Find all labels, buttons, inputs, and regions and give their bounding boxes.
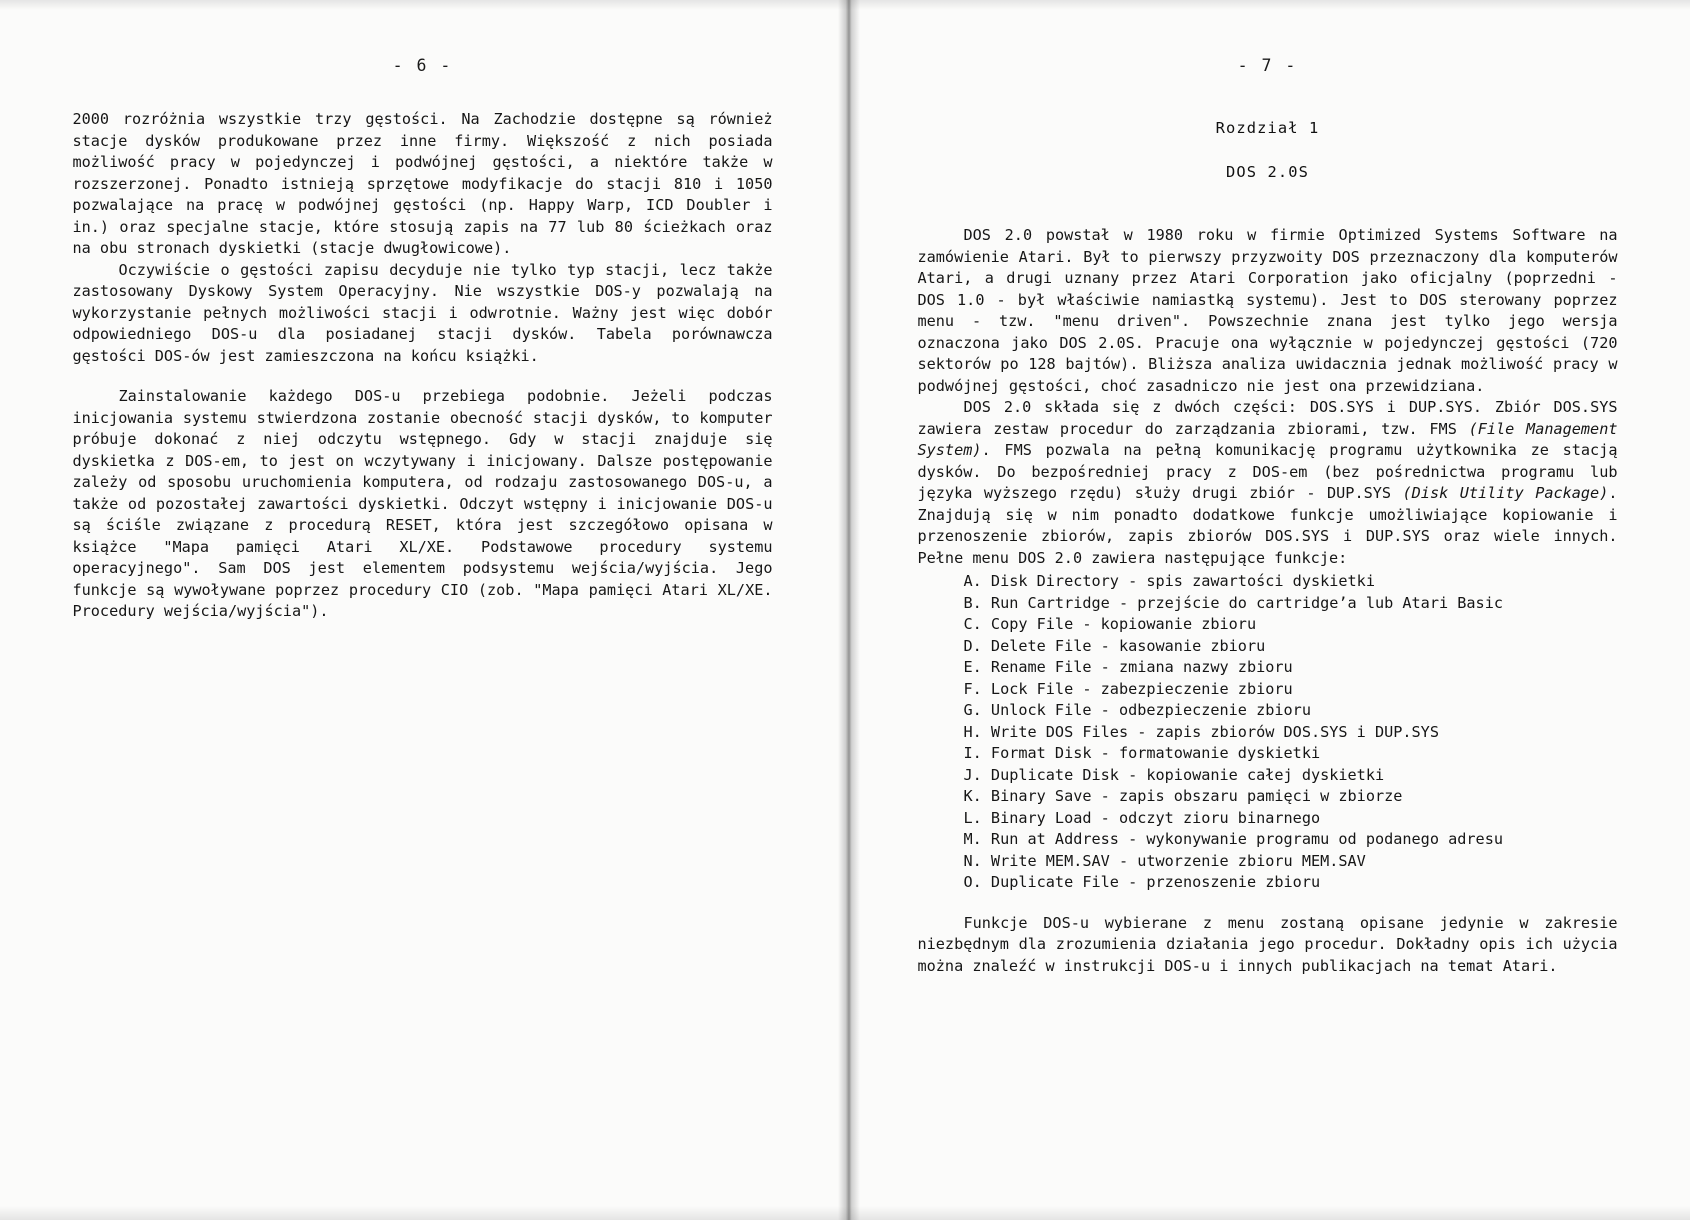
left-page-folio: - 6 - xyxy=(392,56,453,75)
italic-term-fms: (File Management System) xyxy=(917,419,1618,459)
list-item: K. Binary Save - zapis obszaru pamięci w zbiorze xyxy=(963,787,1403,805)
text-segment: DOS 2.0 składa się z dwóch części: DOS.SYS i DUP.SYS. Zbiór DOS.SYS zawiera zestaw procedur do zarządzania zbiorami, tzw. FMS xyxy=(917,398,1618,438)
right-page-folio: - 7 - xyxy=(1237,56,1298,75)
list-item: J. Duplicate Disk - kopiowanie całej dyskietki xyxy=(963,765,1385,784)
list-item: M. Run at Address - wykonywanie programu od podanego adresu xyxy=(963,830,1503,848)
dos-menu-function-list xyxy=(918,571,1618,894)
right-page xyxy=(845,0,1690,1220)
list-item: D. Delete File - kasowanie zbioru xyxy=(963,636,1266,655)
text-segment: . Znajdują się w nim ponadto dodatkowe funkcje umożliwiające kopiowanie i przenoszenie zbiorów, zapis zbiorów DOS.SYS i DUP.SYS oraz wiele innych. Pełne menu DOS 2.0 zawiera następujące funkcje: xyxy=(917,484,1618,567)
italic-term-dup: (Disk Utility Package) xyxy=(1402,484,1609,502)
paragraph: DOS 2.0 powstał w 1980 roku w firmie Optimized Systems Software na zamówienie Atari. Był to pierwszy przyzwoity DOS przeznaczony dla komputerów Atari, a drugi uznany przez Atari Corporation jako oficjalny (poprzedni - DOS 1.0 - był właściwie namiastką systemu). Jest to DOS sterowany poprzez menu - tzw. "menu driven". Powszechnie znana jest tylko jego wersja oznaczona jako DOS 2.0S. Pracuje ona wyłącznie w pojedynczej gęstości (720 sektorów po 128 bajtów). Bliższa analiza uwidacznia jednak możliwość pracy w podwójnej gęstości, choć zasadniczo nie jest ona przewidziana. xyxy=(917,226,1618,395)
list-item: E. Rename File - zmiana nazwy zbioru xyxy=(963,658,1293,676)
list-item: N. Write MEM.SAV - utworzenie zbioru MEM.SAV xyxy=(963,851,1366,870)
list-item: A. Disk Directory - spis zawartości dyskietki xyxy=(963,572,1375,590)
chapter-label: Rozdział 1 xyxy=(1215,119,1320,137)
list-item: L. Binary Load - odczyt zioru binarnego xyxy=(963,808,1321,827)
list-item: O. Duplicate File - przenoszenie zbioru xyxy=(963,873,1321,891)
paragraph: Oczywiście o gęstości zapisu decyduje nie tylko typ stacji, lecz także zastosowany Dyskowy System Operacyjny. Nie wszystkie DOS-y pozwalają na wykorzystanie pełnych możliwości stacji i odwrotnie. Ważny jest więc dobór odpowiedniego DOS-u dla posiadanej stacji dysków. Tabela porównawcza gęstości DOS-ów jest zamieszczona na końcu książki. xyxy=(72,260,773,365)
paragraph: Funkcje DOS-u wybierane z menu zostaną opisane jedynie w zakresie niezbędnym dla zrozumienia działania jego procedur. Dokładny opis ich użycia można znaleźć w instrukcji DOS-u i innych publikacjach na temat Atari. xyxy=(917,913,1618,975)
list-item: G. Unlock File - odbezpieczenie zbioru xyxy=(963,701,1311,719)
paragraph: Zainstalowanie każdego DOS-u przebiega podobnie. Jeżeli podczas inicjowania systemu stwierdzona zostanie obecność stacji dysków, to komputer próbuje dokonać z niej odczytu wstępnego. Gdy w stacji znajduje się dyskietka z DOS-em, to jest on wczytywany i inicjowany. Dalsze postępowanie zależy od sposobu uruchomienia komputera, od rodzaju zastosowanego DOS-u, a także od pozostałej zawartości dyskietki. Odczyt wstępny i inicjowanie DOS-u są ściśle związane z procedurą RESET, która jest szczegółowo opisana w książce "Mapa pamięci Atari XL/XE. Podstawowe procedury systemu operacyjnego". Sam DOS jest elementem podsystemu wejścia/wyjścia. Jego funkcje są wywoływane poprzez procedury CIO (zob. "Mapa pamięci Atari XL/XE. Procedury wejścia/wyjścia"). xyxy=(72,387,773,620)
chapter-title: DOS 2.0S xyxy=(1226,163,1309,181)
list-item: B. Run Cartridge - przejście do cartridge’a lub Atari Basic xyxy=(963,593,1503,612)
right-page-body xyxy=(918,207,1618,977)
list-item: I. Format Disk - formatowanie dyskietki xyxy=(963,744,1321,762)
paragraph-dos-composition xyxy=(918,397,1618,569)
list-item: C. Copy File - kopiowanie zbioru xyxy=(963,615,1257,633)
paragraph: 2000 rozróżnia wszystkie trzy gęstości. Na Zachodzie dostępne są również stacje dysków produkowane przez inne firmy. Większość z nich posiada możliwość pracy w pojedynczej i podwójnej gęstości, a niektóre także w rozszerzonej. Ponadto istnieją sprzętowe modyfikacje do stacji 810 i 1050 pozwalające na pracę w podwójnej gęstości (np. Happy Warp, ICD Doubler i in.) oraz specjalne stacje, które stosują zapis na 77 lub 80 ścieżkach oraz na obu stronach dyskietki (stacje dwugłowicowe). xyxy=(72,110,773,257)
left-page-body xyxy=(73,109,773,623)
list-item: H. Write DOS Files - zapis zbiorów DOS.SYS i DUP.SYS xyxy=(963,722,1439,741)
text-segment: . FMS pozwala na pełną komunikację programu użytkownika ze stacją dysków. Do bezpośredniej pracy z DOS-em (bez pośrednictwa programu lub języka wyższego rzędu) służy drugi zbiór - DUP.SYS xyxy=(917,441,1618,502)
list-item: F. Lock File - zabezpieczenie zbioru xyxy=(963,679,1293,698)
